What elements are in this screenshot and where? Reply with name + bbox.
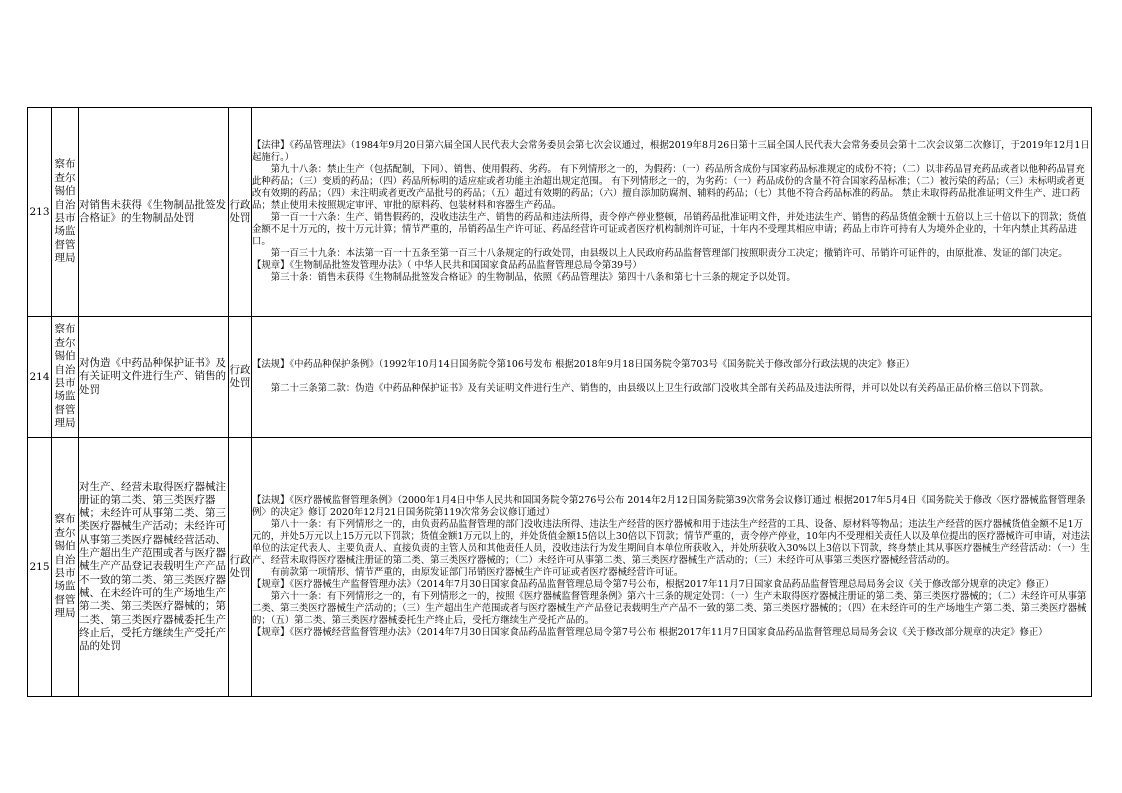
department-cell: 察布查尔锡伯自治县市场监督管理局 (52, 108, 79, 317)
category-cell: 行政处罚 (229, 438, 252, 697)
basis-paragraph: 第九十八条：禁止生产（包括配制，下同）、销售、使用假药、劣药。 有下列情形之一的，为假药：（一）药品所含成份与国家药品标准规定的成份不符；（二）以非药品冒充药品或者以他种药品冒充此种药品；（三）变质的药品；（四）药品所标明的适应症或者功能主治超出规定范围。 有下列情形之一的，为劣药：（一）药品成份的含量不符合国家药品标准；（二）被污染的药品；（三）未标明或者更改有效期的药品；（四）未注明或者更改产品批号的药品；（五）超过有效期的药品；（六）擅自添加防腐剂、辅料的药品；（七）其他不符合药品标准的药品。 禁止未取得药品批准证明文件生产、进口药品；禁止使用未按照规定审评、审批的原料药、包装材料和容器生产药品。 (252, 164, 1085, 211)
enforcement-table (27, 107, 1092, 697)
basis-paragraph: 第八十一条：有下列情形之一的，由负责药品监督管理的部门没收违法所得、违法生产经营的医疗器械和用于违法生产经营的工具、设备、原材料等物品；违法生产经营的医疗器械货值金额不足1万元的，并处5万元以上15万元以下罚款；货值金额1万元以上的，并处货值金额15倍以上30倍以下罚款；情节严重的，责令停产停业，10年内不受理相关责任人以及单位提出的医疗器械许可申请，对违法单位的法定代表人、主要负责人、直接负责的主管人员和其他责任人员，没收违法行为发生期间自本单位所获收入，并处所获收入30%以上3倍以下罚款，终身禁止其从事医疗器械生产经营活动：（一）生产、经营未取得医疗器械注册证的第二类、第三类医疗器械的；（二）未经许可从事第二类、第三类医疗器械生产活动的；（三）未经许可从事第三类医疗器械经营活动的。 (252, 519, 1090, 566)
basis-paragraph: 第三十条：销售未获得《生物制品批签发合格证》的生物制品，依照《药品管理法》第四十八条和第七十三条的规定予以处罚。 (270, 272, 796, 283)
row-number: 214 (28, 317, 52, 438)
legal-basis-cell (252, 438, 1092, 697)
basis-paragraph: 【规章】《医疗器械经营监督管理办法》（2014年7月30日国家食品药品监督管理总局令第7号公布 根据2017年11月7日国家食品药品监督管理总局局务会议《关于修改部分规章的决定》修正） (252, 627, 1048, 638)
table-row-214 (28, 317, 1092, 438)
basis-paragraph: 【法规】《医疗器械监督管理条例》（2000年1月4日中华人民共和国国务院令第276号公布 2014年2月12日国务院第39次常务会议修订通过 根据2017年5月4日《国务院关于修改〈医疗器械监督管理条例〉的决定》修订 2020年12月21日国务院第119次常务会议修订通过） (252, 495, 1086, 518)
basis-paragraph: 【法规】《中药品种保护条例》（1992年10月14日国务院令第106号发布 根据2018年9月18日国务院令第703号《国务院关于修改部分行政法规的决定》修正） (252, 359, 915, 370)
table-row-215 (28, 438, 1092, 697)
item-cell: 对生产、经营未取得医疗器械注册证的第二类、第三类医疗器械；未经许可从事第二类、第三类医疗器械生产活动；未经许可从事第三类医疗器械经营活动、生产超出生产范围或者与医疗器械生产产品登记表载明生产产品不一致的第二类、第三类医疗器械、在未经许可的生产场地生产第二类、第三类医疗器械的；第二类、第三类医疗器械委托生产终止后，受托方继续生产受托产品的处罚 (79, 438, 229, 697)
basis-paragraph: 第二十三条第二款：伪造《中药品种保护证书》及有关证明文件进行生产、销售的，由县级以上卫生行政部门没收其全部有关药品及违法所得，并可以处以有关药品正品价格三倍以下罚款。 (270, 383, 1049, 394)
basis-paragraph: 【规章】《医疗器械生产监督管理办法》（2014年7月30日国家食品药品监督管理总局令第7号公布，根据2017年11月7日国家食品药品监督管理总局局务会议《关于修改部分规章的决定》修正） (252, 579, 1054, 590)
legal-basis-cell (252, 108, 1092, 317)
legal-basis-cell (252, 317, 1092, 438)
category-cell: 行政处罚 (229, 108, 252, 317)
category-cell: 行政处罚 (229, 317, 252, 438)
basis-paragraph: 第六十一条：有下列情形之一的，有下列情形之一的，按照《医疗器械监督管理条例》第六十三条的规定处罚：（一）生产未取得医疗器械注册证的第二类、第三类医疗器械的；（二）未经许可从事第二类、第三类医疗器械生产活动的；（三）生产超出生产范围或者与医疗器械生产产品登记表载明生产产品不一致的第二类、第三类医疗器械的；（四）在未经许可的生产场地生产第二类、第三类医疗器械的；（五）第二类、第三类医疗器械委托生产终止后，受托方继续生产受托产品的。 (252, 591, 1087, 626)
basis-paragraph: 有前款第一项情形、情节严重的，由原发证部门吊销医疗器械生产许可证或者医疗器械经营许可证。 (270, 567, 684, 578)
item-cell: 对销售未获得《生物制品批签发合格证》的生物制品处罚 (79, 108, 229, 317)
basis-paragraph: 【法律】《药品管理法》（1984年9月20日第六届全国人民代表大会常务委员会第七次会议通过，根据2019年8月26日第十三届全国人民代表大会常务委员会第十二次会议第二次修订，于2019年12月1日起施行。） (252, 140, 1090, 163)
row-number: 215 (28, 438, 52, 697)
table-row-213 (28, 108, 1092, 317)
item-cell: 对伪造《中药品种保护证书》及有关证明文件进行生产、销售的处罚 (79, 317, 229, 438)
basis-paragraph: 第一百一十六条：生产、销售假药的，没收违法生产、销售的药品和违法所得，责令停产停业整顿，吊销药品批准证明文件，并处违法生产、销售的药品货值金额十五倍以上三十倍以下的罚款；货值金额不足十万元的，按十万元计算；情节严重的，吊销药品生产许可证、药品经营许可证或者医疗机构制剂许可证，十年内不受理其相应申请；药品上市许可持有人为境外企业的，十年内禁止其药品进口。 (252, 212, 1087, 247)
basis-paragraph: 【规章】《生物制品批签发管理办法》（ 中华人民共和国国家食品药品监督管理总局令第39号） (252, 260, 642, 271)
basis-paragraph: 第一百三十九条：本法第一百一十五条至第一百三十八条规定的行政处罚，由县级以上人民政府药品监督管理部门按照职责分工决定；撤销许可、吊销许可证件的，由原批准、发证的部门决定。 (270, 248, 1068, 259)
department-cell: 察布查尔锡伯自治县市场监督管理局 (52, 438, 79, 697)
row-number: 213 (28, 108, 52, 317)
department-cell: 察布查尔锡伯自治县市场监督管理局 (52, 317, 79, 438)
